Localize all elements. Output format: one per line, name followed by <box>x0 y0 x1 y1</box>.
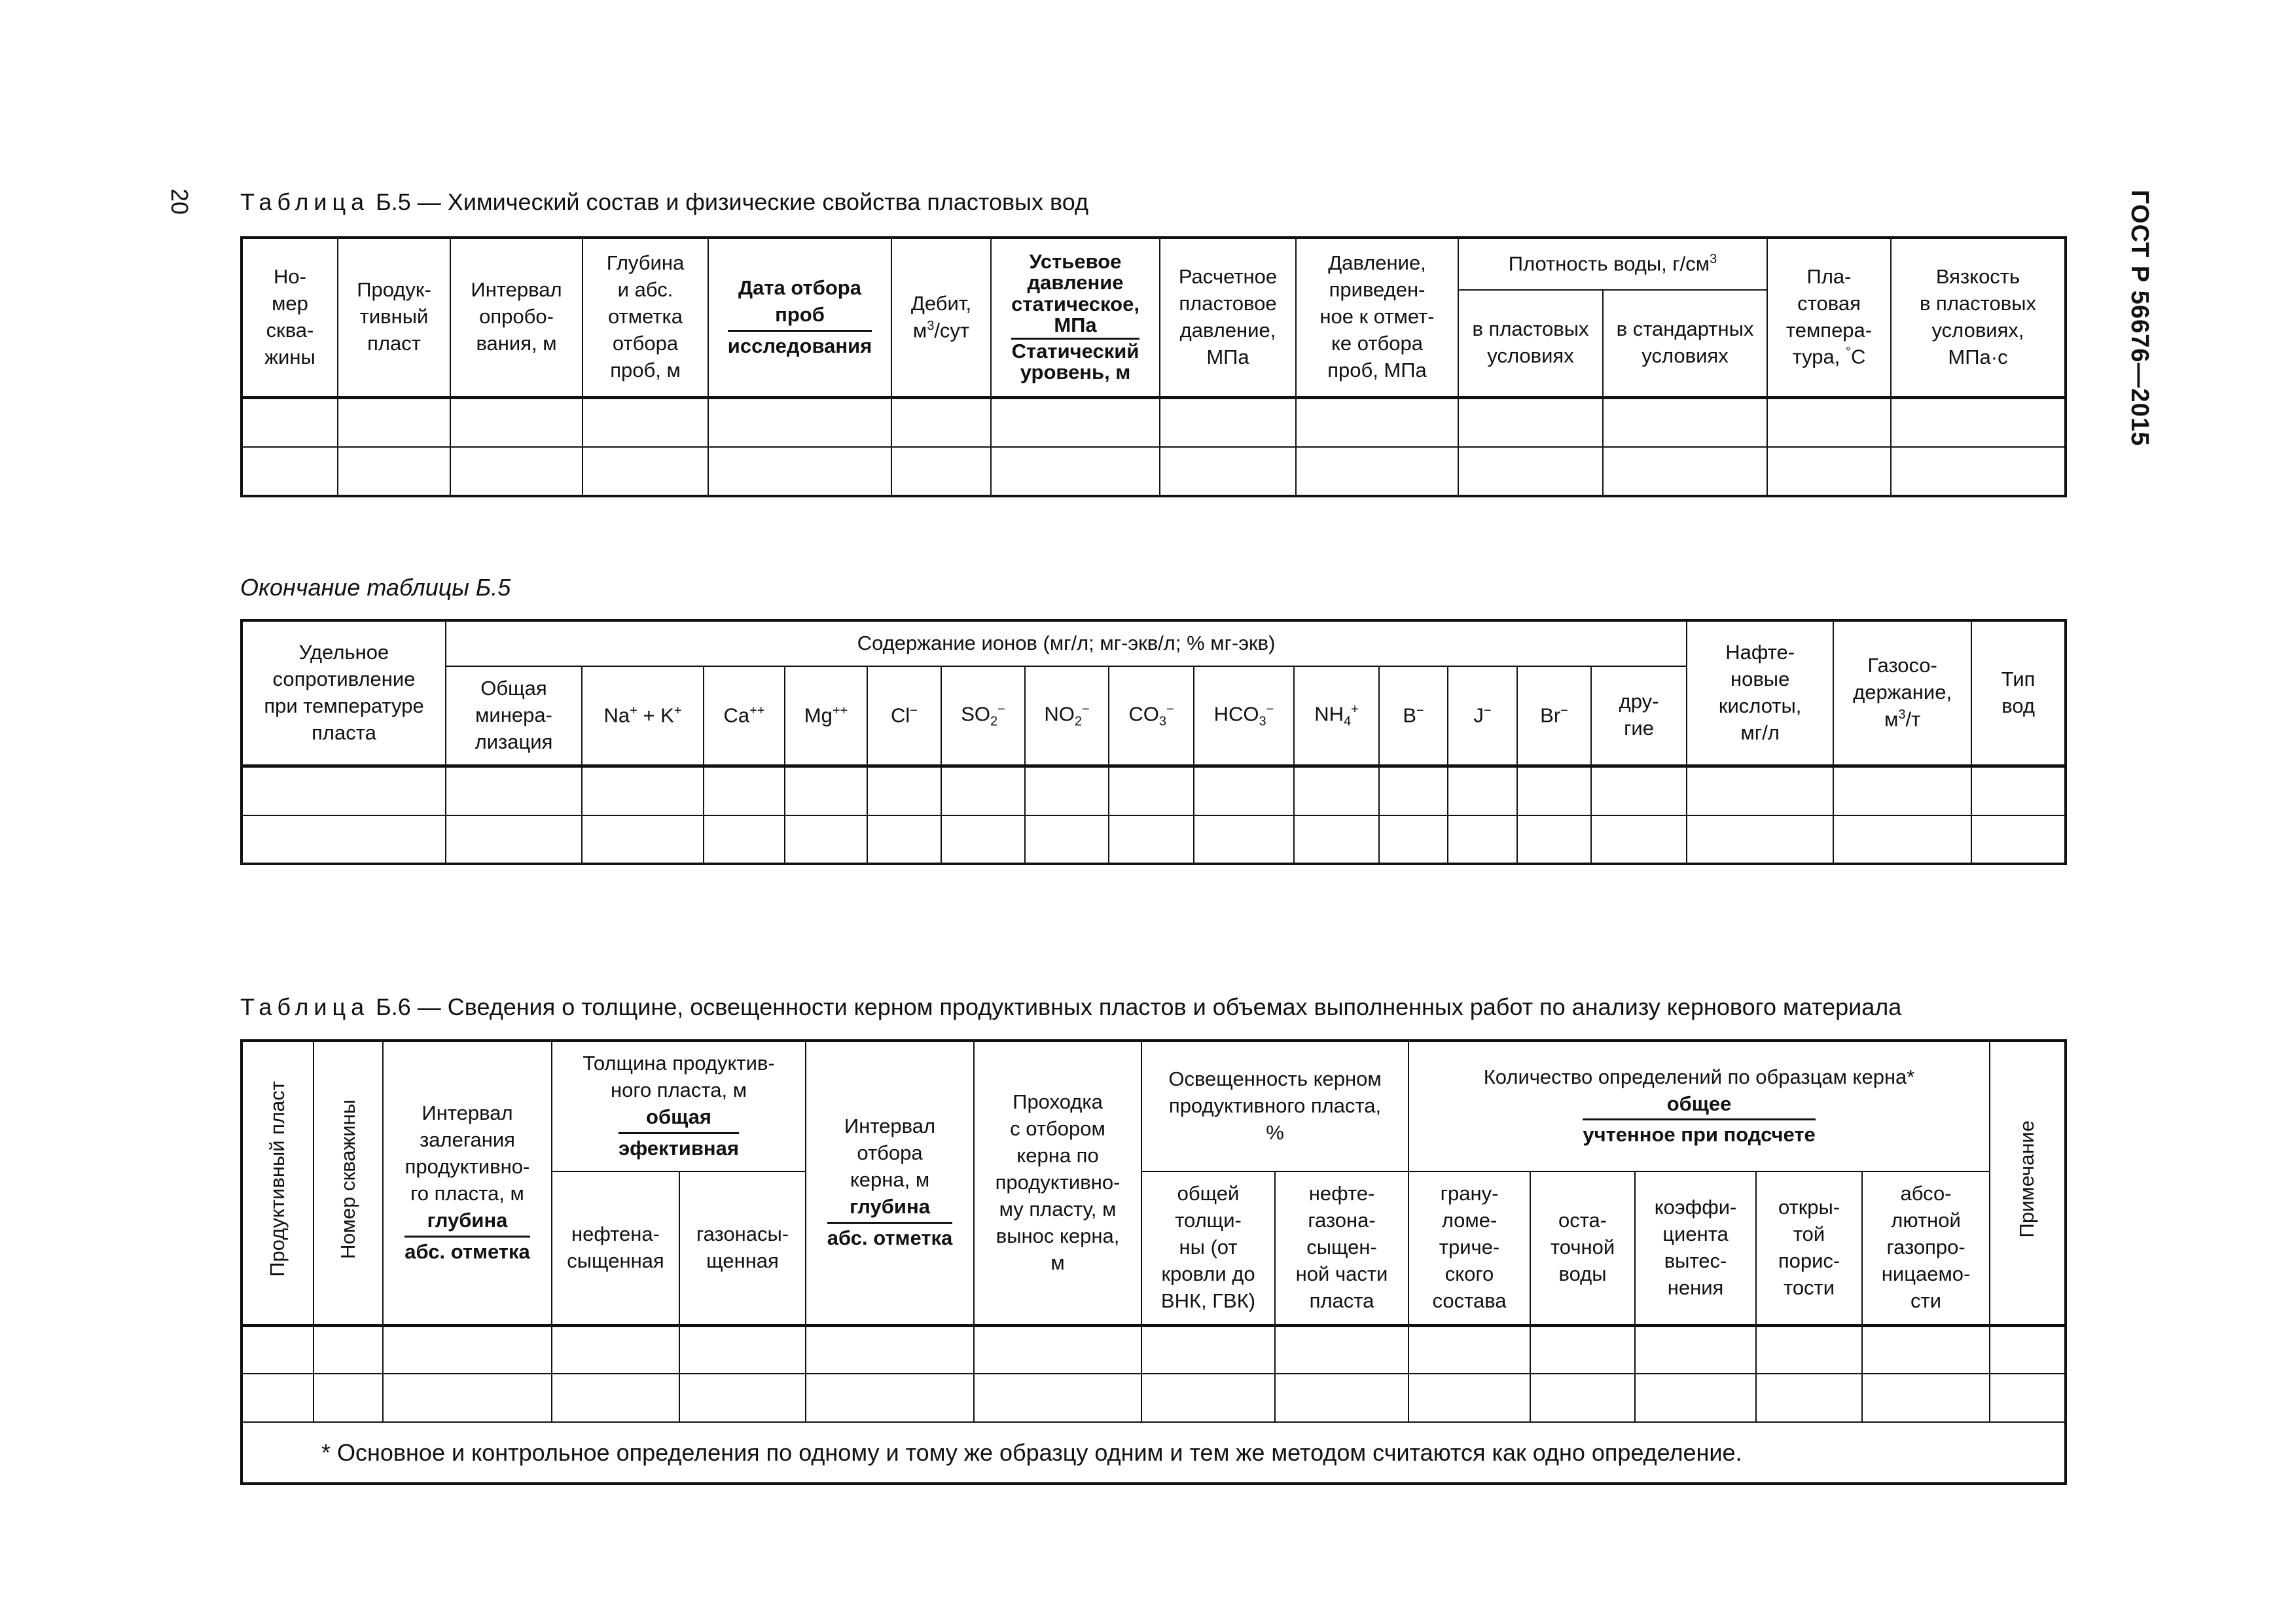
t6-h-gas: газонасы- щенная <box>679 1171 806 1325</box>
t6-h-count-porosity: откры- той порис- тости <box>1756 1171 1862 1325</box>
t6-h-thickness-den: эфективная <box>619 1132 739 1162</box>
table6-caption <box>240 993 1901 1021</box>
t5-h-depth: Глубина и абс. отметка отбора проб, м <box>583 238 708 397</box>
table6-caption-prefix: Таблица <box>240 993 370 1020</box>
table5 <box>240 236 2067 497</box>
t5b-h-j: J− <box>1448 666 1517 766</box>
t5-h-date-num: Дата отбора проб <box>738 276 861 326</box>
t5-h-temp-label: Пла- стовая темпера- тура, <box>1785 264 1873 368</box>
t6-h-interval <box>383 1041 552 1325</box>
t5-h-date-den: исследования <box>728 330 872 360</box>
t6-h-count-num: общее <box>1666 1092 1732 1115</box>
t6-h-count-label: Количество определений по образцам керна* <box>1483 1065 1915 1088</box>
t6-h-count-displacement: коэффи- циента вытес- нения <box>1635 1171 1756 1325</box>
t5b-h-so2: $SO_2^-$ <box>941 666 1025 766</box>
t6-h-core-num: глубина <box>850 1195 930 1219</box>
t5-h-debit-sup: 3 <box>927 318 935 333</box>
t5-h-pressure-num: Устьевое давление статическое, МПа <box>1011 249 1139 337</box>
t5b-h-others: дру- гие <box>1591 666 1687 766</box>
t6-h-lighting: Освещенность керном продуктивного пласта, % <box>1141 1041 1408 1171</box>
t6-h-thickness-label: Толщина продуктив- ного пласта, м <box>583 1052 775 1102</box>
t6-h-interval-den: абс. отметка <box>404 1236 530 1266</box>
t6-h-count-den: учтенное при подсчете <box>1583 1118 1815 1149</box>
t5b-h-br: Br− <box>1517 666 1591 766</box>
t5-h-debit-unit-rest: /сут <box>934 318 970 342</box>
t5b-h-type: Тип вод <box>1971 620 2066 766</box>
t6-h-count-permeability: абсо- лютной газопро- ницаемо- сти <box>1862 1171 1990 1325</box>
t5b-h-ca: Ca++ <box>704 666 785 766</box>
t6-h-well: Номер скважины <box>314 1041 383 1325</box>
t5b-h-hco3: $HCO_3^-$ <box>1194 666 1294 766</box>
t5b-h-mineral: Общая минера- лизация <box>446 666 582 766</box>
t5-h-density-label: Плотность воды, г/см <box>1508 252 1710 276</box>
table6 <box>240 1039 2067 1485</box>
t6-h-layer: Продуктивный пласт <box>242 1041 314 1325</box>
t5-h-interval: Интервал опробо- вания, м <box>450 238 583 397</box>
t5-h-pressure-den: Статический уровень, м <box>1011 338 1139 383</box>
t6-h-lighting-total: общей толщи- ны (от кровли до ВНК, ГВК) <box>1141 1171 1275 1325</box>
t5-h-date <box>708 238 891 397</box>
t5-h-density-std: в стандартных условиях <box>1603 290 1767 397</box>
t5b-h-no2: $NO_2^-$ <box>1025 666 1109 766</box>
t5-h-layer: Продук- тивный пласт <box>338 238 450 397</box>
t5-h-temp-c: С <box>1851 345 1866 368</box>
t5b-h-nh4: $NH_4^+$ <box>1294 666 1379 766</box>
t6-h-interval-label: Интервал залегания продуктивно- го пласта, м <box>404 1101 530 1205</box>
t5-h-debit <box>891 238 991 397</box>
t6-h-drill: Проходка с отбором керна по продуктивно- му пласту, м вынос керна, м <box>974 1041 1141 1325</box>
t5-h-debit-unit: м <box>912 318 927 342</box>
t6-h-core-den: абс. отметка <box>827 1222 953 1252</box>
t5-h-viscosity: Вязкость в пластовых условиях, МПа·с <box>1891 238 2066 397</box>
t5b-h-co3: $CO_3^-$ <box>1109 666 1194 766</box>
t5-h-reduced: Давление, приведен- ное к отмет- ке отбора проб, МПа <box>1296 238 1458 397</box>
t5b-h-gas-label: Газосо- держание, м <box>1853 654 1952 731</box>
table-row <box>242 397 2066 447</box>
table-row <box>242 1374 2066 1422</box>
table-row <box>242 766 2066 815</box>
document-code: ГОСТ Р 56676—2015 <box>2126 190 2153 446</box>
table5-caption-text: Б.5 — Химический состав и физические свойства пластовых вод <box>369 188 1088 215</box>
t5-h-density-sup: 3 <box>1710 251 1717 266</box>
t5-h-calc: Расчетное пластовое давление, МПа <box>1160 238 1296 397</box>
table-row <box>242 447 2066 496</box>
t5-h-temp-deg: ° <box>1846 345 1851 360</box>
t6-h-count <box>1408 1041 1990 1171</box>
t5-h-temp <box>1767 238 1891 397</box>
t5-h-debit-label: Дебит, <box>910 291 972 315</box>
t5-h-density <box>1458 238 1767 290</box>
t6-h-thickness-num: общая <box>646 1105 711 1128</box>
table6-caption-text: Б.6 — Сведения о толщине, освещенности керном продуктивных пластов и объемах выполненных работ по анализу кернового материала <box>369 993 1902 1020</box>
t5-h-pressure <box>991 238 1160 397</box>
t5b-h-na-k: Na+ + K+ <box>582 666 704 766</box>
t6-h-thickness <box>552 1041 806 1171</box>
t5b-h-gas-rest: /т <box>1905 707 1921 731</box>
t5b-h-cl: Cl− <box>867 666 941 766</box>
t6-h-core-label: Интервал отбора керна, м <box>844 1115 936 1192</box>
t5b-h-b: B− <box>1379 666 1448 766</box>
t6-footnote: * Основное и контрольное определения по одному и тому же образцу одним и тем же методом считаются как одно определение. <box>242 1422 2066 1484</box>
table-row <box>242 815 2066 864</box>
table5-caption-prefix: Таблица <box>240 188 370 215</box>
table5-continuation <box>240 619 2067 865</box>
t5b-h-ions: Содержание ионов (мг/л; мг-экв/л; % мг-экв) <box>446 620 1687 666</box>
table-row <box>242 1325 2066 1374</box>
t6-h-interval-num: глубина <box>427 1208 508 1232</box>
t5b-h-naphthenic: Нафте- новые кислоты, мг/л <box>1687 620 1833 766</box>
table5-caption <box>240 188 1088 216</box>
t5b-h-resistance: Удельное сопротивление при температуре пласта <box>242 620 446 766</box>
t5-h-well: Но- мер сква- жины <box>242 238 338 397</box>
t6-h-core <box>806 1041 974 1325</box>
t5-h-density-layer: в пластовых условиях <box>1458 290 1603 397</box>
table5-continuation-caption: Окончание таблицы Б.5 <box>240 574 511 601</box>
page-number: 20 <box>166 188 193 215</box>
t6-h-oil: нефтена- сыщенная <box>552 1171 679 1325</box>
t6-h-count-granulometric: грану- ломе- триче- ского состава <box>1408 1171 1530 1325</box>
t5b-h-gas <box>1833 620 1971 766</box>
t6-h-count-residual-water: оста- точной воды <box>1530 1171 1635 1325</box>
t6-h-note: Примечание <box>1990 1041 2066 1325</box>
t5b-h-gas-sup: 3 <box>1898 707 1906 722</box>
t6-h-lighting-oil: нефте- газона- сыщен- ной части пласта <box>1275 1171 1408 1325</box>
t5b-h-mg: Mg++ <box>785 666 867 766</box>
